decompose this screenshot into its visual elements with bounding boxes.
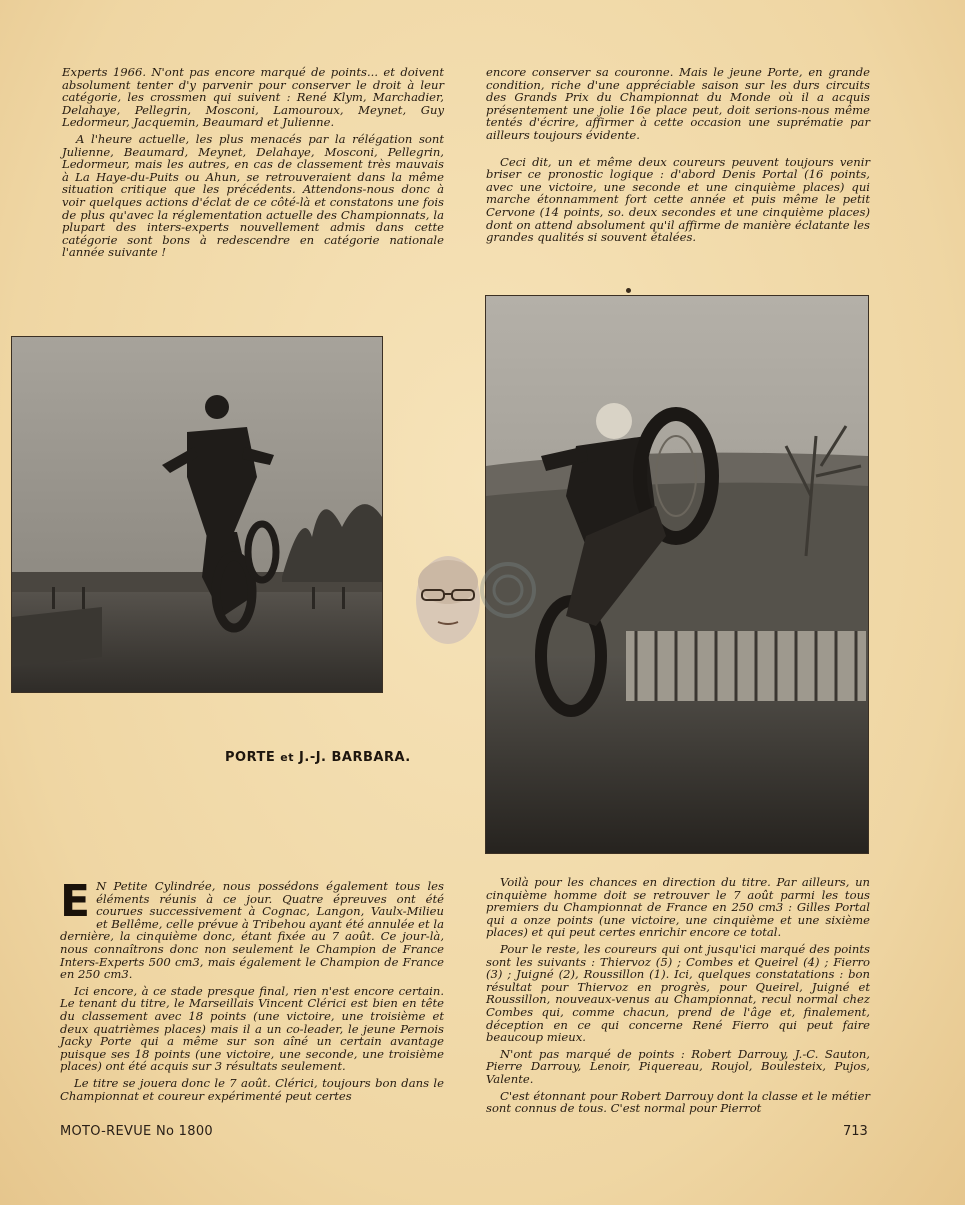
article-column-bottom-right	[486, 876, 870, 1119]
paragraph: Ici encore, à ce stade presque final, rien n'est encore certain. Le tenant du titre, le Marseillais Vincent Clérici est bien en tête du classement avec 18 points (une victoire, une troisième et deux quatrièmes places) mais il a un co-leader, le jeune Pernois Jacky Porte qui a même sur son aîné un certain avantage puisque ses 18 points (une victoire, une seconde, une troisième places) ont été acquis sur 3 résultats seulement.	[60, 983, 444, 1074]
portrait-photo	[412, 552, 484, 648]
paragraph: encore conserver sa couronne. Mais le jeune Porte, en grande condition, riche d'une appréciable saison sur les durs circuits des Grands Prix du Championnat du Monde où il a acquis présentement une jolie 16e place peut, doit serions-nous même tentés d'écrire, affirmer à cette occasion une suprématie par ailleurs toujours évidente.	[486, 65, 870, 142]
magazine-footer: MOTO-REVUE No 1800	[60, 1124, 213, 1139]
paragraph: A l'heure actuelle, les plus menacés par la rélégation sont Julienne, Beaumard, Meynet, Delahaye, Mosconi, Pellegrin, Ledormeur, mais les autres, en cas de classement très mauvais à La Haye-du-Puits ou Ahun, se retrouveraient dans la même situation critique que les précédents. Attendons-nous donc à voir quelques actions d'éclat de ce côté-là et constatons une fois de plus qu'avec la réglementation actuelle des Championnats, la plupart des inters-experts nouvellement admis dans cette catégorie sont bons à redescendre en catégorie nationale l'année suivante !	[62, 131, 444, 260]
motocross-photo-left	[12, 337, 382, 692]
paragraph: Voilà pour les chances en direction du titre. Par ailleurs, un cinquième homme doit se retrouver le 7 août parmi les tous premiers du Championnat de France en 250 cm3 : Gilles Portal qui a onze points (une victoire, une cinquième et une sixième places) et qui peut certes enrichir encore ce total.	[486, 875, 870, 940]
article-column-top-right	[486, 66, 870, 248]
paragraph: C'est étonnant pour Robert Darrouy dont la classe et le métier sont connus de tous. C'est normal pour Pierrot	[486, 1088, 870, 1116]
ink-speck	[626, 288, 631, 293]
photo-caption	[225, 750, 411, 765]
paragraph: Experts 1966. N'ont pas encore marqué de points... et doivent absolument tenter d'y parvenir pour conserver le droit à leur catégorie, les crossmen qui suivent : René Klym, Marchadier, Delahaye, Pellegrin, Mosconi, Lamouroux, Meynet, Guy Ledormeur, Jacquemin, Beaumard et Julienne.	[62, 65, 444, 130]
page-number: 713	[843, 1124, 868, 1139]
article-column-top-left	[62, 66, 444, 263]
caption-porte: PORTE	[225, 750, 276, 765]
motocross-photo-right	[486, 296, 868, 853]
motocross-rider-image	[12, 337, 382, 692]
watermark-stamp-icon	[478, 560, 538, 620]
paragraph: Pour le reste, les coureurs qui ont jusqu'ici marqué des points sont les suivants : Thiervoz (5) ; Combes et Queirel (4) ; Fierro (3) ; Juigné (2), Roussillon (1). Ici, quelques constatations : bon résultat pour Thiervoz en progrès, pour Queirel, Juigné et Roussillon, nouveaux-venus au Championnat, recul normal chez Combes qui, comme chacun, prend de l'âge et, finalement, déception en ce qui concerne René Fierro qui peut faire beaucoup mieux.	[486, 941, 870, 1045]
caption-barbara: J.-J. BARBARA.	[299, 750, 411, 765]
drop-cap: E	[60, 876, 91, 927]
motocross-wheelie-image	[486, 296, 868, 853]
article-column-bottom-left	[60, 876, 444, 1106]
paragraph: Ceci dit, un et même deux coureurs peuvent toujours venir briser ce pronostic logique : d'abord Denis Portal (16 points, avec une victoire, une seconde et une cinquième places) qui marche étonnamment fort cette année et puis même le petit Cervone (14 points, so. deux secondes et une cinquième places) dont on attend absolument qu'il affirme de manière éclatante les grandes qualités si souvent étalées.	[486, 154, 870, 245]
caption-et: et	[280, 751, 295, 764]
paragraph: N'ont pas marqué de points : Robert Darrouy, J.-C. Sauton, Pierre Darrouy, Lenoir, Piquereau, Roujol, Boulesteix, Pujos, Valente.	[486, 1046, 870, 1086]
paragraph: N Petite Cylindrée, nous possédons également tous les éléments réunis à ce jour. Quatre épreuves ont été courues successivement à Cognac, Langon, Vaulx-Milieu et Bellême, celle prévue à Tribehou ayant été annulée et la dernière, la cinquième donc, étant fixée au 7 août. Ce jour-là, nous connaîtrons donc non seulement le Champion de France Inters-Experts 500 cm3, mais également le Champion de France en 250 cm3.	[60, 879, 444, 982]
paragraph: Le titre se jouera donc le 7 août. Clérici, toujours bon dans le Championnat et coureur expérimenté peut certes	[60, 1075, 444, 1103]
